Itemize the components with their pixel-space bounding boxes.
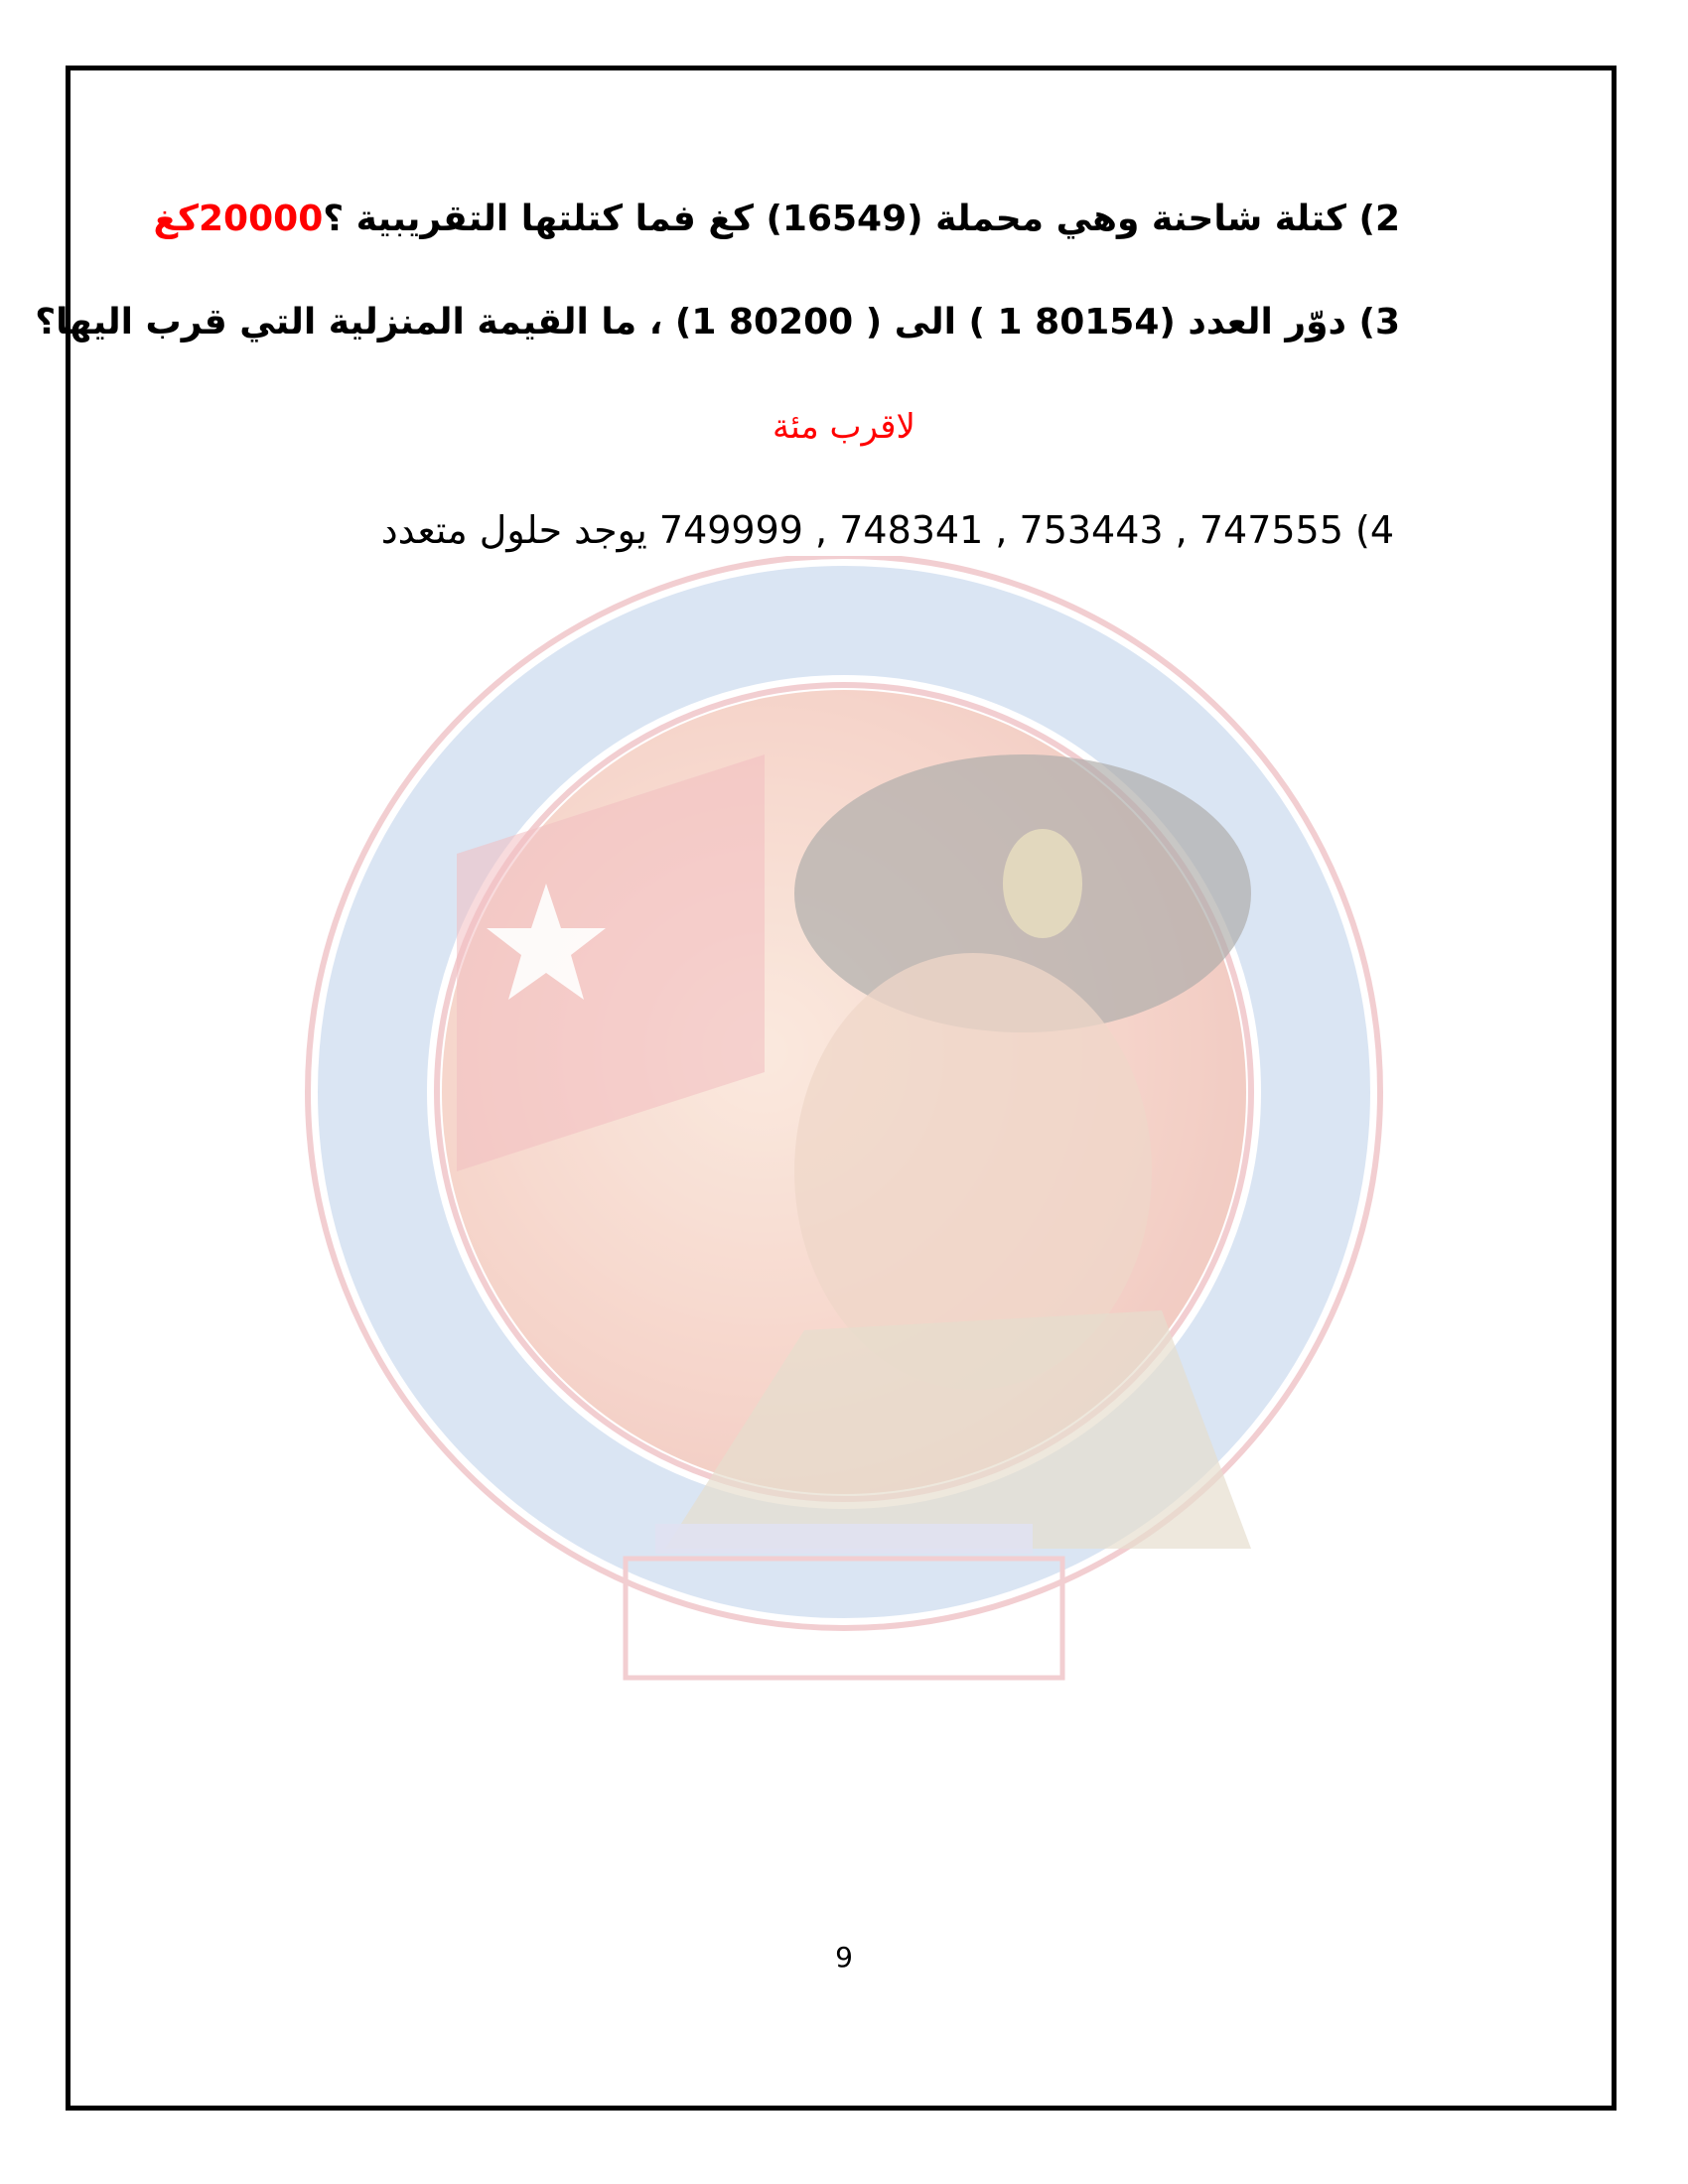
question-2-text: 2) كتلة شاحنة وهي محملة (16549) كغ فما كتلتها التقريبية ؟ — [323, 199, 1400, 239]
question-3-answer: لاقرب مئة — [773, 407, 915, 447]
question-2-answer-value: 20000 — [199, 199, 324, 239]
watermark-badge — [1003, 829, 1082, 938]
question-3: 3) دوّر العدد (80154 1 ) الى ( 80200 1) ، ما القيمة المنزلية التي قرب اليها؟ — [35, 302, 1400, 342]
question-4: 4) 747555 , 753443 , 748341 , 749999 يوجد حلول متعدد — [380, 508, 1394, 552]
question-2-answer-unit: كغ — [153, 199, 199, 239]
watermark-url-band — [655, 1524, 1033, 1554]
page-number: 9 — [835, 1941, 853, 1974]
watermark-logo-image — [248, 556, 1440, 1698]
question-2 — [153, 199, 1400, 239]
